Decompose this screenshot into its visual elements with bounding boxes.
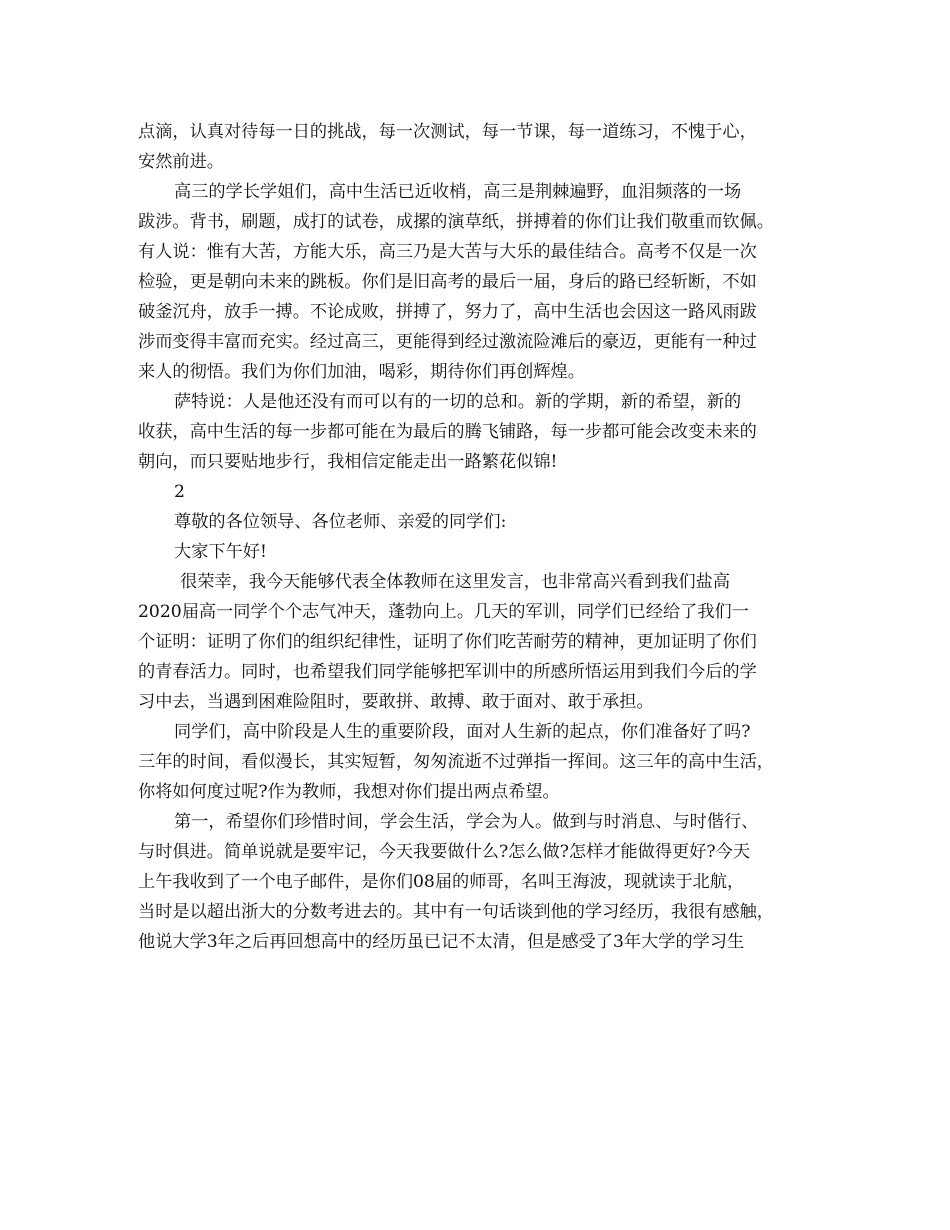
text-line: 2	[174, 482, 185, 502]
text-line: 2020届高一同学个个志气冲天，蓬勃向上。几天的军训，同学们已经给了我们一	[138, 602, 749, 622]
text-line: 萨特说：人是他还没有而可以有的一切的总和。新的学期，新的希望，新的	[174, 392, 742, 412]
text-line: 当时是以超出浙大的分数考进去的。其中有一句话谈到他的学习经历，我很有感触，	[138, 902, 774, 922]
text-line: 尊敬的各位领导、各位老师、亲爱的同学们:	[174, 512, 507, 532]
text-line: 你将如何度过呢?作为教师，我想对你们提出两点希望。	[138, 782, 560, 802]
text-line: 大家下午好!	[174, 542, 267, 562]
text-line: 的青春活力。同时，也希望我们同学能够把军训中的所感所悟运用到我们今后的学	[138, 662, 757, 682]
text-line: 习中去，当遇到困难险阻时，要敢拼、敢搏、敢于面对、敢于承担。	[138, 692, 654, 712]
text-line: 收获，高中生活的每一步都可能在为最后的腾飞铺路，每一步都可能会改变未来的	[138, 422, 757, 442]
text-line: 安然前进。	[138, 152, 224, 172]
text-line: 三年的时间，看似漫长，其实短暂，匆匆流逝不过弹指一挥间。这三年的高中生活，	[138, 752, 774, 772]
text-line: 破釜沉舟，放手一搏。不论成败，拼搏了，努力了，高中生活也会因这一路风雨跋	[138, 302, 757, 322]
text-line: 个证明：证明了你们的组织纪律性，证明了你们吃苦耐劳的精神，更加证明了你们	[138, 632, 757, 652]
text-line: 很荣幸，我今天能够代表全体教师在这里发言，也非常高兴看到我们盐高	[180, 572, 731, 592]
text-line: 上午我收到了一个电子邮件，是你们08届的师哥，名叫王海波，现就读于北航，	[138, 872, 745, 892]
text-line: 跋涉。背书，刷题，成打的试卷，成摞的演草纸，拼搏着的你们让我们敬重而钦佩。	[138, 212, 774, 232]
document-body	[138, 117, 818, 957]
text-line: 第一，希望你们珍惜时间，学会生活，学会为人。做到与时消息、与时偕行、	[174, 812, 759, 832]
text-line: 朝向，而只要贴地步行，我相信定能走出一路繁花似锦!	[138, 452, 558, 472]
text-line: 与时俱进。简单说就是要牢记，今天我要做什么?怎么做?怎样才能做得更好?今天	[138, 842, 751, 862]
text-line: 同学们，高中阶段是人生的重要阶段，面对人生新的起点，你们准备好了吗?	[174, 722, 751, 742]
text-line: 有人说：惟有大苦，方能大乐，高三乃是大苦与大乐的最佳结合。高考不仅是一次	[138, 242, 757, 262]
text-line: 来人的彻悟。我们为你们加油，喝彩，期待你们再创辉煌。	[138, 362, 585, 382]
text-line: 高三的学长学姐们，高中生活已近收梢，高三是荆棘遍野，血泪频落的一场	[174, 182, 742, 202]
text-line: 涉而变得丰富而充实。经过高三，更能得到经过激流险滩后的豪迈，更能有一种过	[138, 332, 757, 352]
text-line: 点滴，认真对待每一日的挑战，每一次测试，每一节课，每一道练习，不愧于心，	[138, 122, 757, 142]
text-line: 他说大学3年之后再回想高中的经历虽已记不太清，但是感受了3年大学的学习生	[138, 932, 745, 952]
text-line: 检验，更是朝向未来的跳板。你们是旧高考的最后一届，身后的路已经斩断，不如	[138, 272, 757, 292]
